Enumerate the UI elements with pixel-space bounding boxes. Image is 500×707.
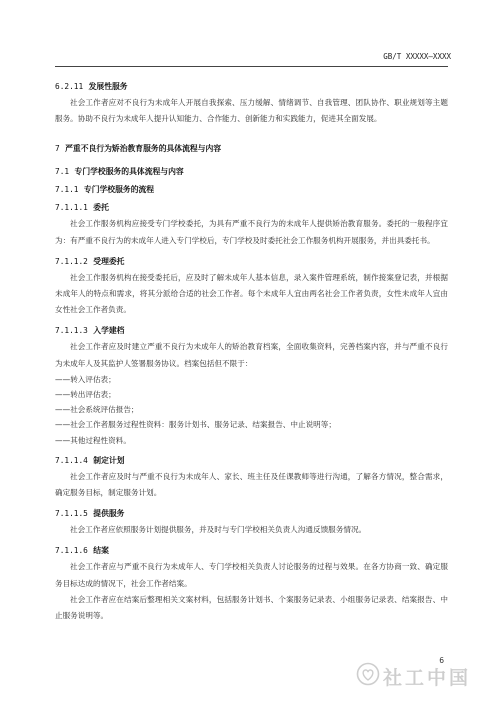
list-item: ——社会系统评估报告；	[55, 405, 139, 415]
heading-7-1-1-6: 7.1.1.6 结案	[55, 546, 109, 556]
list-item: ——转入评估表；	[55, 374, 116, 384]
document-body	[55, 81, 448, 624]
heading-6-2-11: 6.2.11 发展性服务	[55, 82, 128, 91]
heading-7-1: 7.1 专门学校服务的具体流程与内容	[55, 167, 184, 177]
heading-7: 7 严重不良行为矫治教育服务的具体流程与内容	[55, 144, 222, 154]
standard-code: GB/T XXXXX—XXXX	[383, 52, 451, 61]
list-item: ——转出评估表；	[55, 390, 116, 400]
list-item: ——其他过程性资料。	[55, 435, 131, 445]
watermark-text: 社工中国	[383, 666, 472, 689]
paragraph: 社会工作服务机构在接受委托后，应及时了解未成年人基本信息，录入案件管理系统，制作接案登记表，并根据未成年人的特点和需求，将其分派给合适的社会工作者。每个未成年人宜由两名社会工作者负责，女性未成年人宜由女性社会工作者负责。	[55, 272, 448, 315]
paragraph: 社会工作者应依照服务计划提供服务，并及时与专门学校相关负责人沟通反馈服务情况。	[70, 525, 367, 535]
list-item: ——社会工作者服务过程性资料：服务计划书、服务记录、结案报告、中止说明等；	[55, 420, 336, 430]
heading-7-1-1-2: 7.1.1.2 受理委托	[55, 256, 125, 266]
watermark	[356, 662, 471, 690]
page-number: 6	[439, 656, 444, 665]
heading-7-1-1: 7.1.1 专门学校服务的流程	[55, 185, 155, 195]
header-rule	[55, 66, 448, 67]
paragraph: 社会工作者应在结案后整理相关文案材料，包括服务计划书、个案服务记录表、小组服务记录表、结案报告、中止服务说明等。	[55, 594, 448, 621]
paragraph: 社会工作者应及时建立严重不良行为未成年人的矫治教育档案，全面收集资料，完善档案内容，并与严重不良行为未成年人及其监护人签署服务协议。档案包括但不限于：	[55, 342, 448, 368]
paragraph: 社会工作者应与严重不良行为未成年人、专门学校相关负责人讨论服务的过程与效果。在各方协商一致、确定服务目标达成的情况下，社会工作者结案。	[55, 562, 448, 588]
heading-7-1-1-1: 7.1.1.1 委托	[55, 203, 109, 213]
heading-7-1-1-3: 7.1.1.3 入学建档	[55, 326, 125, 336]
paragraph: 社会工作者应及时与严重不良行为未成年人、家长、班主任及任课教师等进行沟通，了解各方情况，整合需求，确定服务目标，制定服务计划。	[55, 471, 448, 498]
paragraph: 社会工作者应对不良行为未成年人开展自我探索、压力缓解、情绪调节、自我管理、团队协作、职业规划等主题服务。协助不良行为未成年人提升认知能力、合作能力、创新能力和实践能力，促进其全面发展。	[55, 98, 448, 124]
archive-list	[55, 372, 448, 448]
heading-7-1-1-5: 7.1.1.5 提供服务	[55, 509, 125, 519]
watermark-logo-icon	[356, 662, 380, 690]
heading-7-1-1-4: 7.1.1.4 制定计划	[55, 455, 125, 465]
paragraph: 社会工作服务机构应接受专门学校委托，为具有严重不良行为的未成年人提供矫治教育服务。委托的一般程序宜为：有严重不良行为的未成年人进入专门学校后，专门学校及时委托社会工作服务机构开展服务，并出具委托书。	[55, 219, 448, 245]
